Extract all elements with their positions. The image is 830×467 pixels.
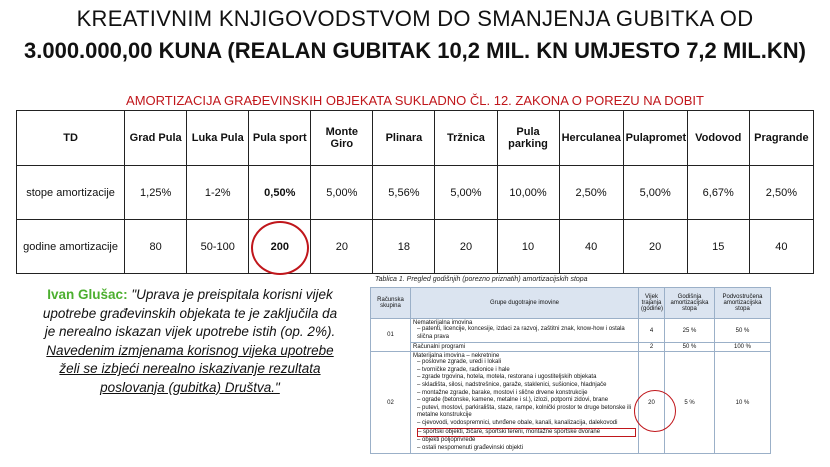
table-row-rates xyxy=(17,166,814,220)
table-row xyxy=(371,352,771,454)
depreciation-rates-table xyxy=(370,287,771,454)
double-rate-cell: 100 % xyxy=(715,343,771,352)
slide-title-line2: 3.000.000,00 KUNA (REALAN GUBITAK 10,2 MIL. KN UMJESTO 7,2 MIL.KN) xyxy=(24,38,806,63)
group-item: – ograde (betonske, kamene, metalne i sl.), izlozi, potporni zidovi, brane xyxy=(417,397,609,404)
header-cell: Herculanea xyxy=(559,111,623,166)
table-header-row xyxy=(17,111,814,166)
pravilnik-header-row xyxy=(371,288,771,319)
highlight-circle xyxy=(251,221,309,275)
table-row-years xyxy=(17,220,814,274)
group-item: – objekti poljoprivrede xyxy=(417,437,476,444)
table-cell: 10 xyxy=(497,220,559,274)
table-cell: 40 xyxy=(559,220,623,274)
group-item: – tvorničke zgrade, radionice i hale xyxy=(417,366,510,373)
table-cell: 10,00% xyxy=(497,166,559,220)
quote-block xyxy=(40,286,340,397)
group-title: Računalni programi xyxy=(411,343,639,352)
amortization-table xyxy=(16,110,814,274)
double-rate-cell: 50 % xyxy=(715,319,771,343)
table-cell: 2,50% xyxy=(749,166,813,220)
header-cell: Grupe dugotrajne imovine xyxy=(411,288,639,319)
table-cell: 20 xyxy=(311,220,373,274)
table-cell: 18 xyxy=(373,220,435,274)
group-item: – montažne zgrade, barake, mostovi i slične drvene konstrukcije xyxy=(417,389,588,396)
group-description xyxy=(411,352,639,454)
table-cell: 20 xyxy=(623,220,687,274)
table-cell: 15 xyxy=(687,220,749,274)
header-cell: Monte Giro xyxy=(311,111,373,166)
rate-cell: 50 % xyxy=(665,343,715,352)
table-cell: 1,25% xyxy=(125,166,187,220)
table-cell-highlight: 0,50% xyxy=(249,166,311,220)
group-description xyxy=(411,319,639,343)
header-cell: Tržnica xyxy=(435,111,497,166)
row-label: stope amortizacije xyxy=(17,166,125,220)
slide-title-line1: KREATIVNIM KNJIGOVODSTVOM DO SMANJENJA GUBITKA OD xyxy=(76,6,754,31)
table-cell: 5,00% xyxy=(311,166,373,220)
years-cell: 20 xyxy=(639,352,665,454)
rate-cell: 5 % xyxy=(665,352,715,454)
group-title: Materijalna imovina – nekretnine xyxy=(413,353,500,360)
years-cell: 2 xyxy=(639,343,665,352)
header-cell: Grad Pula xyxy=(125,111,187,166)
table-cell: 5,56% xyxy=(373,166,435,220)
group-cell: 02 xyxy=(371,352,411,454)
group-item-list xyxy=(413,359,636,452)
header-cell: Pragrande xyxy=(749,111,813,166)
table-cell: 80 xyxy=(125,220,187,274)
table-cell: 40 xyxy=(749,220,813,274)
years-cell: 4 xyxy=(639,319,665,343)
group-item: – ostali nespomenuti građevinski objekti xyxy=(417,444,524,451)
group-item: – zgrade trgovina, hotela, motela, restorana i ugostiteljskih objekata xyxy=(417,374,597,381)
header-cell: TD xyxy=(17,111,125,166)
table-cell-highlight: 200 xyxy=(249,220,311,274)
group-item: – patenti, licencije, koncesije, izdaci za razvoj, zaštitni znak, know-how i ostala slična prava xyxy=(417,326,625,340)
header-cell: Plinara xyxy=(373,111,435,166)
table-cell: 20 xyxy=(435,220,497,274)
highlight-circle xyxy=(634,390,676,432)
group-title: Nematerijalna imovina xyxy=(413,320,473,326)
group-item: – poslovne zgrade, uredi i lokali xyxy=(417,359,502,366)
highlighted-group-item: – sportski objekti, žičare, sportski tereni, montažne sportske dvorane xyxy=(417,428,636,438)
row-label: godine amortizacije xyxy=(17,220,125,274)
table-cell: 5,00% xyxy=(435,166,497,220)
table-cell: 5,00% xyxy=(623,166,687,220)
pravilnik-table-title: Tablica 1. Pregled godišnjih (porezno priznatih) amortizacijskih stopa xyxy=(375,276,588,283)
quote-author: Ivan Glušac: xyxy=(47,287,128,302)
header-cell: Podvostručena amortizacijska stopa xyxy=(715,288,771,319)
header-cell: Pulapromet xyxy=(623,111,687,166)
table-cell: 1-2% xyxy=(187,166,249,220)
group-item: – putevi, mostovi, parkirališta, staze, rampe, kolnički prostor te druge betonske ili metalne konstrukcije xyxy=(417,404,632,419)
table-subtitle: AMORTIZACIJA GRAĐEVINSKIH OBJEKATA SUKLADNO ČL. 12. ZAKONA O POREZU NA DOBIT xyxy=(126,93,704,108)
header-cell: Pula sport xyxy=(249,111,311,166)
group-item: – cjevovodi, vodospremnici, utvrđene obale, kanali, kanalizacija, dalekovodi xyxy=(417,419,618,426)
table-cell: 50-100 xyxy=(187,220,249,274)
group-item: – skladišta, silosi, nadstrešnice, garaže, staklenici, sušionice, hladnjače xyxy=(417,381,607,388)
double-rate-cell: 10 % xyxy=(715,352,771,454)
quote-text: "Uprava je preispitala korisni vijek upotrebe građevinskih objekata te je zaključila da je nerealno iskazan vijek upotrebe istih (op. 2%). xyxy=(42,287,338,339)
header-cell: Vodovod xyxy=(687,111,749,166)
table-row xyxy=(371,319,771,343)
header-cell: Računska skupina xyxy=(371,288,411,319)
table-cell: 2,50% xyxy=(559,166,623,220)
table-row xyxy=(371,343,771,352)
quote-text-underlined: Navedenim izmjenama korisnog vijeka upotrebe želi se izbjeći nerealno iskazivanje rezultata poslovanja (gubitka) Društva." xyxy=(46,342,334,395)
header-cell: Luka Pula xyxy=(187,111,249,166)
table-cell: 6,67% xyxy=(687,166,749,220)
header-cell: Vijek trajanja (godine) xyxy=(639,288,665,319)
rate-cell: 25 % xyxy=(665,319,715,343)
group-cell: 01 xyxy=(371,319,411,352)
header-cell: Pula parking xyxy=(497,111,559,166)
header-cell: Godišnja amortizacijska stopa xyxy=(665,288,715,319)
